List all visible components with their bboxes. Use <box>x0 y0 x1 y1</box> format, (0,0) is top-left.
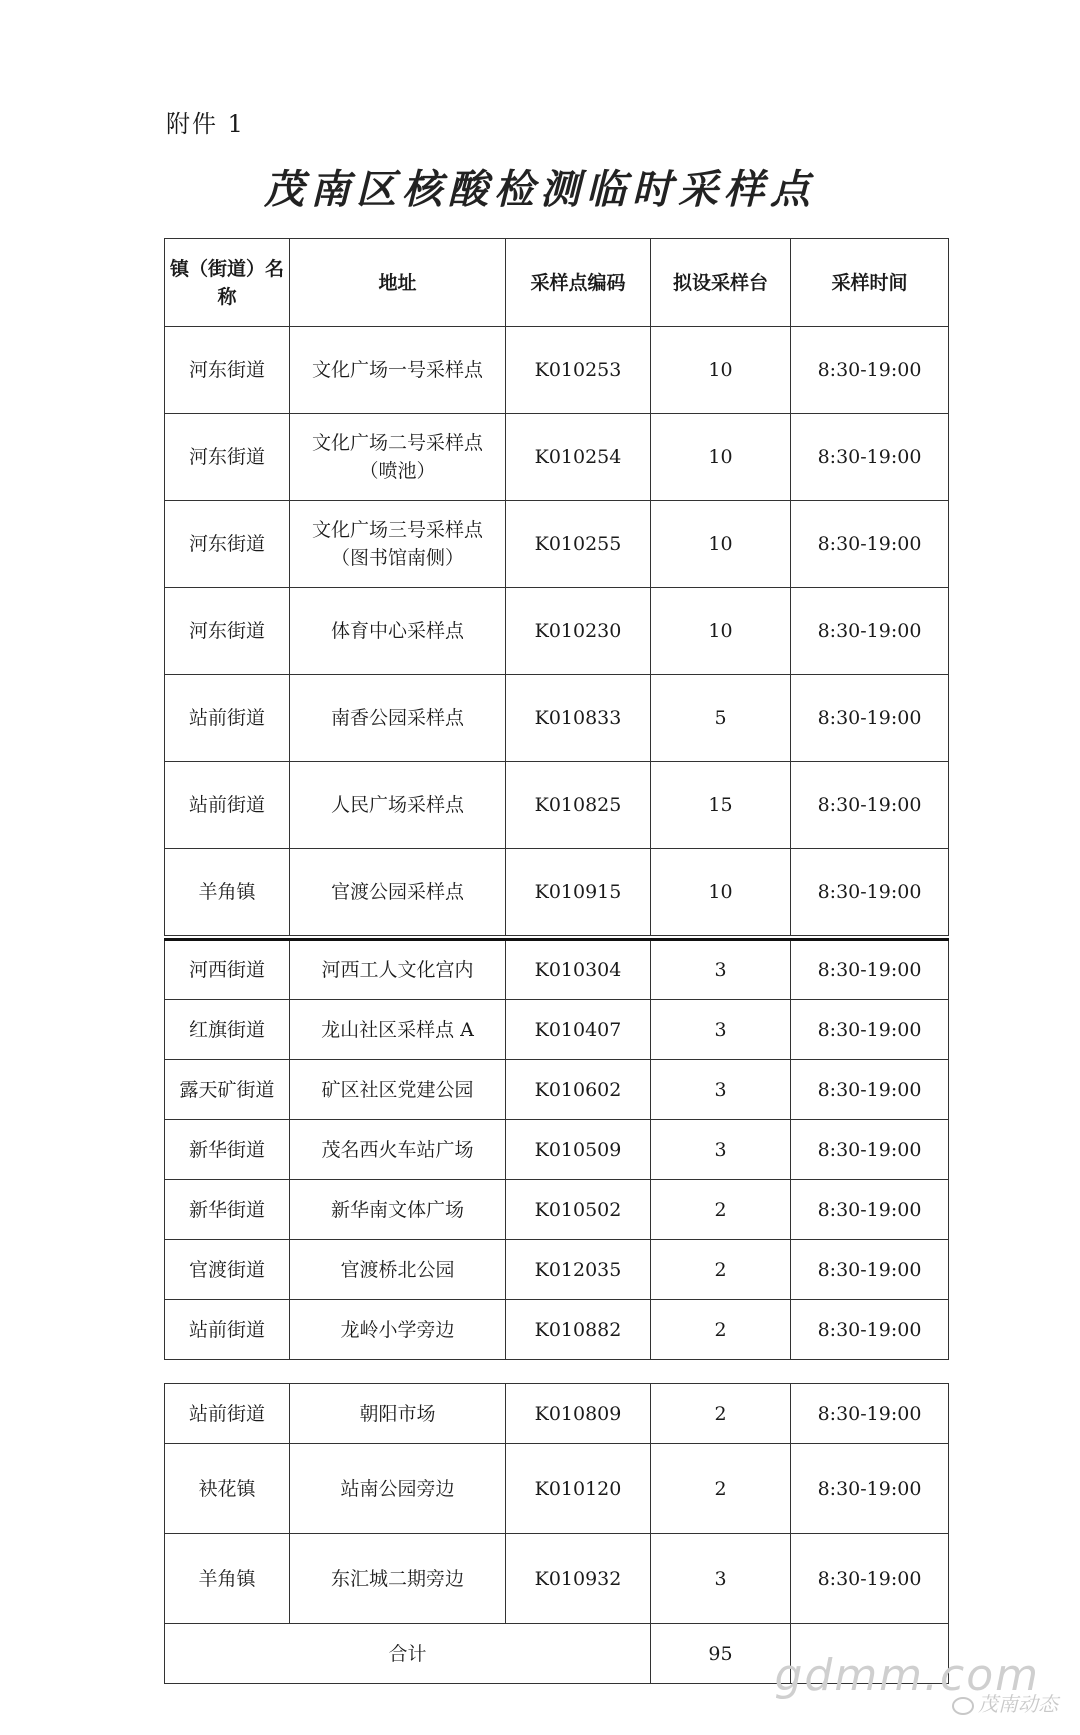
watermark-account <box>952 1688 1058 1717</box>
cell-code: K012035 <box>506 1240 651 1300</box>
address-note: （喷池） <box>359 460 436 482</box>
cell-town: 河东街道 <box>165 414 290 501</box>
address-line: 官渡公园采样点 <box>330 881 464 903</box>
cell-town: 羊角镇 <box>165 849 290 936</box>
cell-town: 红旗街道 <box>165 1000 290 1060</box>
cell-address <box>290 1300 506 1360</box>
address-line: 朝阳市场 <box>359 1402 436 1425</box>
cell-town: 河东街道 <box>165 588 290 675</box>
table-row <box>165 1180 949 1240</box>
cell-code: K010230 <box>506 588 651 675</box>
cell-address <box>290 762 506 849</box>
table-row <box>165 1534 949 1624</box>
cell-count: 2 <box>651 1300 791 1360</box>
cell-code: K010253 <box>506 327 651 414</box>
total-label: 合计 <box>165 1624 651 1684</box>
table-row <box>165 849 949 936</box>
total-value: 95 <box>651 1624 791 1684</box>
cell-time: 8:30-19:00 <box>791 1534 949 1624</box>
address-line: 文化广场三号采样点 <box>311 519 483 541</box>
cell-count: 10 <box>651 414 791 501</box>
cell-town: 袂花镇 <box>165 1444 290 1534</box>
cell-count: 10 <box>651 501 791 588</box>
cell-address <box>290 1240 506 1300</box>
address-line: 龙山社区采样点 A <box>321 1018 474 1041</box>
table-row <box>165 1000 949 1060</box>
address-line: 体育中心采样点 <box>330 620 464 642</box>
table-row <box>165 675 949 762</box>
cell-town: 露天矿街道 <box>165 1060 290 1120</box>
table-row <box>165 1444 949 1534</box>
address-line: 站南公园旁边 <box>340 1477 455 1500</box>
cell-code: K010304 <box>506 940 651 1000</box>
cell-address <box>290 588 506 675</box>
cell-address <box>290 940 506 1000</box>
cell-town: 站前街道 <box>165 762 290 849</box>
cell-time: 8:30-19:00 <box>791 1444 949 1534</box>
cell-time: 8:30-19:00 <box>791 762 949 849</box>
cell-count: 3 <box>651 1120 791 1180</box>
address-line: 文化广场一号采样点 <box>311 359 483 381</box>
cell-count: 3 <box>651 1534 791 1624</box>
cell-address <box>290 327 506 414</box>
cell-address <box>290 501 506 588</box>
cell-count: 3 <box>651 940 791 1000</box>
cell-count: 2 <box>651 1180 791 1240</box>
cell-address <box>290 1384 506 1444</box>
address-line: 南香公园采样点 <box>330 707 464 729</box>
cell-count: 2 <box>651 1384 791 1444</box>
address-line: 河西工人文化宫内 <box>321 959 474 981</box>
cell-code: K010882 <box>506 1300 651 1360</box>
cell-code: K010254 <box>506 414 651 501</box>
sampling-table-part2 <box>164 938 949 1360</box>
cell-address <box>290 675 506 762</box>
cell-address <box>290 1060 506 1120</box>
table-row <box>165 1060 949 1120</box>
header-count: 拟设采样台 <box>651 239 791 327</box>
cell-code: K010833 <box>506 675 651 762</box>
cell-count: 3 <box>651 1000 791 1060</box>
sampling-table-part3 <box>164 1383 949 1684</box>
watermark-account-text: 茂南动态 <box>978 1692 1058 1716</box>
address-line: 茂名西火车站广场 <box>321 1138 474 1161</box>
table-header-row <box>165 239 949 327</box>
table-row <box>165 1384 949 1444</box>
table-row <box>165 501 949 588</box>
cell-address <box>290 849 506 936</box>
attachment-label: 附件 1 <box>166 110 245 138</box>
table-row <box>165 762 949 849</box>
cell-count: 2 <box>651 1240 791 1300</box>
cell-code: K010602 <box>506 1060 651 1120</box>
cell-town: 站前街道 <box>165 1300 290 1360</box>
cell-count: 15 <box>651 762 791 849</box>
cell-time: 8:30-19:00 <box>791 675 949 762</box>
cell-time: 8:30-19:00 <box>791 1240 949 1300</box>
address-line: 东汇城二期旁边 <box>330 1567 464 1590</box>
cell-code: K010825 <box>506 762 651 849</box>
cell-count: 10 <box>651 327 791 414</box>
header-town: 镇（街道）名称 <box>165 239 290 327</box>
cell-time: 8:30-19:00 <box>791 849 949 936</box>
table-row <box>165 1240 949 1300</box>
cell-count: 10 <box>651 849 791 936</box>
address-note: （图书馆南侧） <box>330 547 464 569</box>
table-row <box>165 588 949 675</box>
cell-time: 8:30-19:00 <box>791 1120 949 1180</box>
address-line: 人民广场采样点 <box>330 794 464 816</box>
cell-address <box>290 1180 506 1240</box>
cell-town: 河西街道 <box>165 940 290 1000</box>
cell-address <box>290 1444 506 1534</box>
address-line: 官渡桥北公园 <box>340 1258 455 1281</box>
cell-town: 新华街道 <box>165 1180 290 1240</box>
table-row <box>165 940 949 1000</box>
address-line: 矿区社区党建公园 <box>321 1078 474 1101</box>
cell-count: 3 <box>651 1060 791 1120</box>
header-time: 采样时间 <box>791 239 949 327</box>
cell-time: 8:30-19:00 <box>791 588 949 675</box>
header-address: 地址 <box>290 239 506 327</box>
cell-code: K010407 <box>506 1000 651 1060</box>
wechat-icon <box>952 1697 974 1715</box>
cell-time: 8:30-19:00 <box>791 327 949 414</box>
cell-time: 8:30-19:00 <box>791 1180 949 1240</box>
table-row <box>165 327 949 414</box>
table-row <box>165 1120 949 1180</box>
cell-time: 8:30-19:00 <box>791 1060 949 1120</box>
watermark-site: gdmm.com <box>774 1650 1040 1701</box>
cell-town: 站前街道 <box>165 675 290 762</box>
cell-code: K010120 <box>506 1444 651 1534</box>
cell-count: 2 <box>651 1444 791 1534</box>
cell-address <box>290 1000 506 1060</box>
header-code: 采样点编码 <box>506 239 651 327</box>
cell-address <box>290 1120 506 1180</box>
cell-time: 8:30-19:00 <box>791 414 949 501</box>
address-line: 文化广场二号采样点 <box>311 432 483 454</box>
address-line: 新华南文体广场 <box>330 1198 464 1221</box>
cell-count: 5 <box>651 675 791 762</box>
cell-town: 河东街道 <box>165 501 290 588</box>
cell-time: 8:30-19:00 <box>791 1384 949 1444</box>
cell-address <box>290 1534 506 1624</box>
cell-code: K010915 <box>506 849 651 936</box>
cell-code: K010932 <box>506 1534 651 1624</box>
document-title: 茂南区核酸检测临时采样点 <box>264 166 816 213</box>
cell-time: 8:30-19:00 <box>791 501 949 588</box>
cell-town: 河东街道 <box>165 327 290 414</box>
cell-code: K010255 <box>506 501 651 588</box>
cell-town: 羊角镇 <box>165 1534 290 1624</box>
cell-code: K010509 <box>506 1120 651 1180</box>
address-line: 龙岭小学旁边 <box>340 1318 455 1341</box>
cell-town: 官渡街道 <box>165 1240 290 1300</box>
cell-count: 10 <box>651 588 791 675</box>
cell-time: 8:30-19:00 <box>791 1000 949 1060</box>
cell-code: K010809 <box>506 1384 651 1444</box>
cell-time: 8:30-19:00 <box>791 940 949 1000</box>
sampling-table-part1 <box>164 238 949 936</box>
cell-town: 新华街道 <box>165 1120 290 1180</box>
cell-town: 站前街道 <box>165 1384 290 1444</box>
table-row <box>165 414 949 501</box>
table-row <box>165 1300 949 1360</box>
cell-time: 8:30-19:00 <box>791 1300 949 1360</box>
cell-code: K010502 <box>506 1180 651 1240</box>
cell-address <box>290 414 506 501</box>
